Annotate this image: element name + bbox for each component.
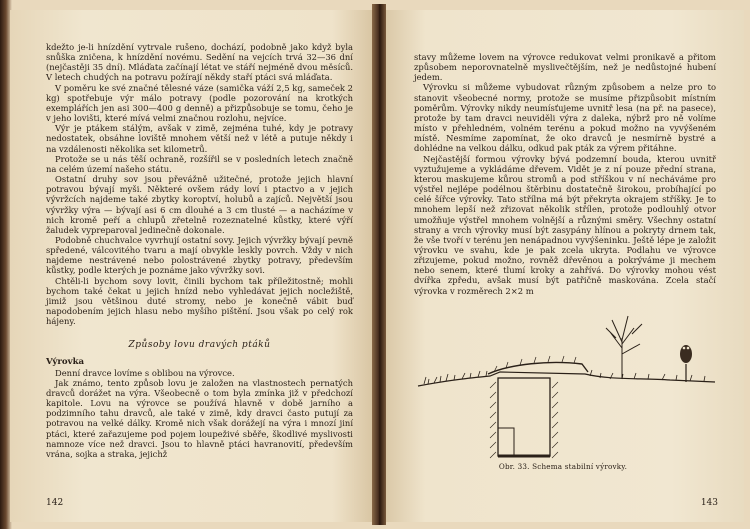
owl-icon xyxy=(680,345,692,382)
subheading: Výrovka xyxy=(46,356,85,367)
figure-caption: Obr. 33. Schema stabilní výrovky. xyxy=(498,462,628,471)
paragraph: Podobně chuchvalce vyvrhují ostatní sovy. Jejich vývržky bývají pevně spředené, válcovitého tvaru a mají obvykle leskly povrch. Vždy v nich najdeme nestrávené nebo polostrávené zbytky potravy, především kůstky, podle kterých je poznáme jako vývržky sovi. xyxy=(46,234,353,276)
pit-icon xyxy=(498,378,550,456)
paragraph: Výr je ptákem stálým, avšak v zimě, zejména tuhé, kdy je potravy nedostatek, obsáhne loviště mnohem větší než v létě a putuje někdy i na vzdálenosti několika set kilometrů. xyxy=(46,123,353,154)
paragraph: kdežto je-li hnízdění vytrvale rušeno, dochází, podobně jako když byla snůška zničena, k hnízdění novému. Sedění na vejcích trvá 32—36 dní (nejčastěji 35 dní). Mláďata začínají létat ve stáří nejméně dvou měsíců. V letech chudých na potravu požírají někdy staří ptáci svá mláďata. xyxy=(46,42,353,83)
grass-icon xyxy=(424,370,705,384)
section-title: Způsoby lovu dravých ptáků xyxy=(128,340,271,351)
book-spine xyxy=(372,4,386,525)
paragraph: Nejčastější formou výrovky bývá podzemní bouda, kterou uvnitř vyztužujeme a vykládáme dřevem. Vidět je z ní pouze přední strana, kterou maskujeme kůrou stromů a pod stříškou v ní necháváme pro výstřel nejlépe podélnou štěrbinu dostatečně širokou, probíhající po celé šířce výrovky. Tato střílna má být překryta okrajem stříšky. Je to mnohem lepší než zřizovat několik střílen, protože podlouhlý otvor umožňuje výstřel mnohem volnější a různými směry. Všechny ostatní strany a vrch výrovky musí být zasypány hlínou a pokryty drnem tak, že vše tvoří v terénu jen nenápadnou vyvýšeninku. Ještě lépe je založit výrovku ve svahu, kde je pak zcela ukryta. Podlahu ve výrovce zřizujeme, pokud možno, rovněž dřevěnou a pokrýváme ji mechem nebo senem, které tlumí kroky a zahřívá. Do výrovky mohou vést dvířka zpředu, avšak musí být patřičně maskována. Zcela stačí výrovka v rozměrech 2×2 m xyxy=(414,153,716,296)
ground-line-icon xyxy=(418,372,715,386)
paragraph: Denní dravce lovíme s oblibou na výrovce. xyxy=(55,367,235,378)
paragraph: Jak známo, tento způsob lovu je založen na vlastnostech pernatých dravců dorážet na výra. Všeobecně o tom byla zmínka již v předchozí kapitole. Lovu na výrovce se používá hlavně v době jarního a podzimního tahu dravců, ale také v zimě, kdy dravci často putují za potravou na velké dálky. Kromě nich však dorážejí na výra i mnozí jiní ptáci, které zařazujeme pod pojem loupeživé sběře, škodlivé myslivosti namnoze více než dravci. Jsou to hlavně ptáci havranovití, především vrána, sojka a straka, jejichž xyxy=(46,377,353,459)
right-page xyxy=(382,10,744,522)
paragraph: V poměru ke své značné tělesné váze (samička váží 2,5 kg, sameček 2 kg) spotřebuje výr málo potravy (podle pozorování na krotkých exemplářích jen asi 300—400 g denně) a přizpůsobuje se tomu, čeho je v jeho lovišti, které mívá velmi značnou rozlohu, nejvíce. xyxy=(46,82,353,124)
paragraph: Chtěli-li bychom sovy lovit, činili bychom tak příležitostně; mohli bychom také čekat u jejich hnízd nebo vyhledávat jejich nocležiště, jimiž jsou většinou duté stromy, nebo je konečně vábit buď napodobením jejich hlasu nebo myšího pištění. Jsou však po celý rok hájeny. xyxy=(46,275,353,327)
paragraph: Ostatní druhy sov jsou převážně užitečné, protože jejich hlavní potravou bývají myši. Některé ovšem rády loví i ptactvo a v jejich vývržcích najdeme také zbytky koroptví, holubů a zajíců. Největší jsou vývržky výra — bývají asi 6 cm dlouhé a 3 cm tlusté — a nacházíme v nich kromě peří a chlupů zřetelně rozeznatelné kůstky, které výří žaludek vypreparoval jedinečně dokonale. xyxy=(46,174,353,235)
paragraph: Výrovku si můžeme vybudovat různým způsobem a nelze pro to stanovit všeobecné normy, protože se musíme přizpůsobit místním poměrům. Výrovky nikdy neumísťujeme uvnitř lesa (na př. na pasece), protože by tam dravci neuviděli výra z daleka, nýbrž pro ně volíme místo v přehledném, volném terénu a pokud možno na vyvýšeném místě. Nesmíme zapomínat, že oko dravců je nesmírně bystré a dohlédne na velkou dálku, odkud pak pták za výrem přitáhne. xyxy=(414,82,716,154)
left-page xyxy=(10,10,376,522)
page-number: 143 xyxy=(700,498,718,508)
tree-icon xyxy=(606,316,642,378)
page-number: 142 xyxy=(46,498,64,508)
paragraph: Protože se u nás těší ochraně, rozšířil se v posledních letech značně na celém území našeho státu. xyxy=(46,153,353,174)
right-page-text xyxy=(414,52,716,296)
owl-blind-diagram xyxy=(410,298,720,463)
left-page-text xyxy=(46,42,353,459)
paragraph: stavy můžeme lovem na výrovce redukovat velmi pronikavě a přitom způsobem neporovnatelně myslivečtějším, než je nedůstojné hubení jedem. xyxy=(414,52,716,83)
